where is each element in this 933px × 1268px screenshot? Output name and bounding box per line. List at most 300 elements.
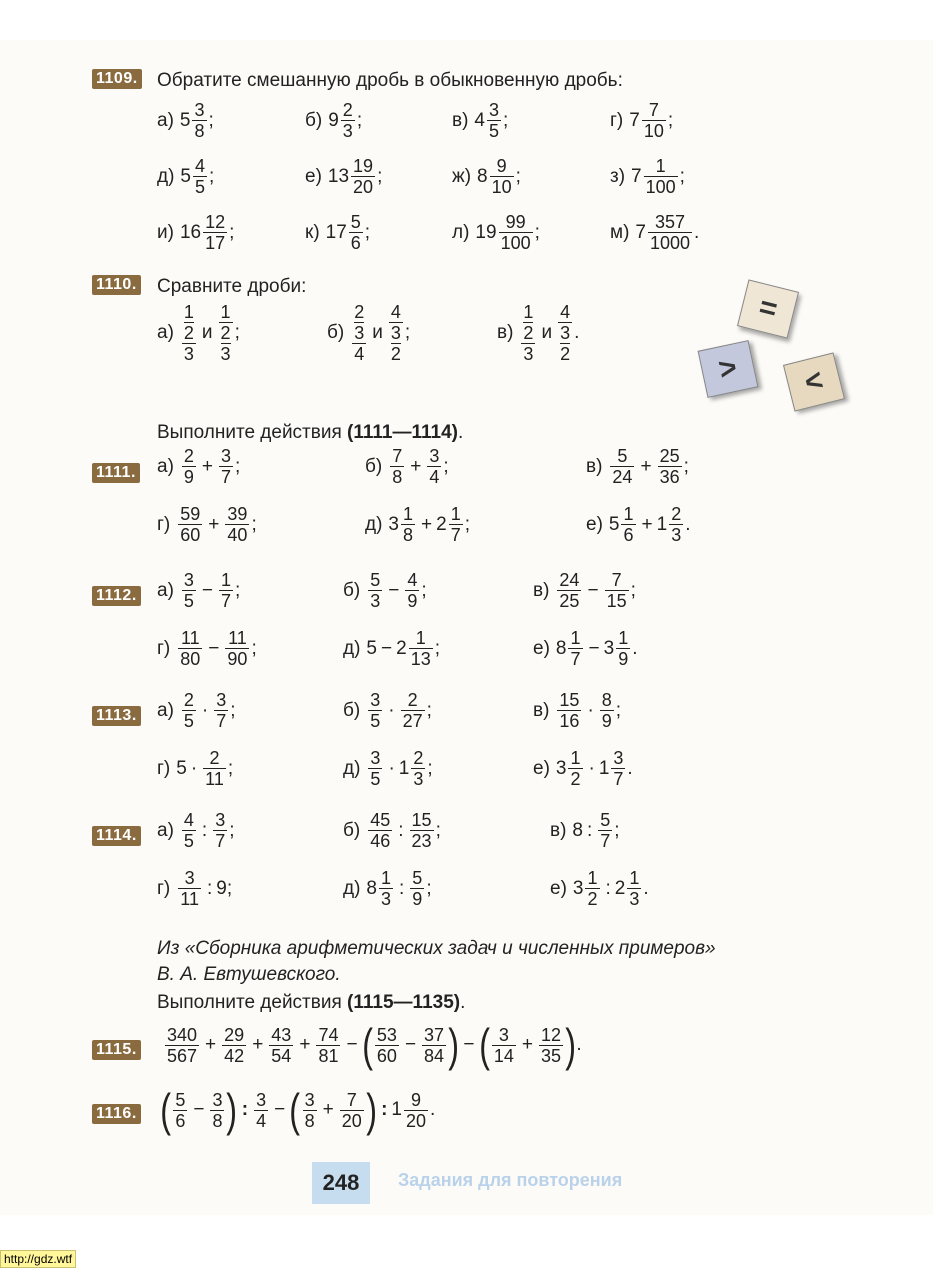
source-url[interactable]: http://gdz.wtf xyxy=(0,1250,76,1268)
item-label: з) xyxy=(610,165,626,187)
denominator: 6 xyxy=(350,233,361,253)
item-label: в) xyxy=(533,699,550,721)
item-label: б) xyxy=(343,579,361,601)
numerator: 2 xyxy=(183,690,194,710)
item-label: б) xyxy=(365,455,383,477)
item-label: д) xyxy=(343,757,361,779)
item-label: е) xyxy=(533,757,550,779)
numerator: 2 xyxy=(209,748,220,768)
denominator: 5 xyxy=(183,831,194,851)
numerator: 1 xyxy=(450,504,461,524)
and-word: и xyxy=(201,322,213,343)
compound-fraction: 1 2 3 xyxy=(220,302,231,364)
whole-part: 5 xyxy=(180,165,191,187)
numerator: 3 xyxy=(370,690,381,710)
and-word: и xyxy=(541,322,553,343)
fraction xyxy=(193,156,207,197)
whole-part: 8 xyxy=(572,819,583,841)
denominator: 7 xyxy=(221,591,232,611)
denominator: 16 xyxy=(559,711,580,731)
item-label: в) xyxy=(533,579,550,601)
operator: · xyxy=(588,757,595,779)
numerator: 4 xyxy=(183,810,194,830)
punct: ; xyxy=(615,699,622,721)
mixed-number-item xyxy=(305,156,382,197)
whole-part: 4 xyxy=(474,109,485,131)
mixed-number-item xyxy=(157,212,234,253)
numerator: 19 xyxy=(353,156,374,176)
fraction xyxy=(182,570,196,611)
item-label: ж) xyxy=(452,165,472,187)
numerator: 5 xyxy=(412,868,423,888)
denominator: 7 xyxy=(570,649,581,669)
punct: ; xyxy=(230,699,236,721)
expression-item xyxy=(157,690,236,731)
task-number-1110: 1110. xyxy=(92,275,141,295)
denominator: 8 xyxy=(392,467,403,487)
section-title: Задания для повторения xyxy=(398,1170,623,1190)
numerator: 24 xyxy=(559,570,580,590)
expression-item xyxy=(533,628,637,669)
denominator: 24 xyxy=(612,467,633,487)
punct: ; xyxy=(427,757,433,779)
item-label: д) xyxy=(157,165,175,187)
whole-part: 5 xyxy=(366,637,377,659)
numerator: 8 xyxy=(601,690,612,710)
denominator: 9 xyxy=(412,889,423,909)
denominator: 7 xyxy=(600,831,611,851)
expression-item xyxy=(533,690,621,731)
mixed-number-item xyxy=(305,212,370,253)
fraction xyxy=(405,570,419,611)
punct: ; xyxy=(443,455,449,477)
numerator: 3 xyxy=(370,748,381,768)
expression-item xyxy=(157,868,232,909)
denominator: 5 xyxy=(195,177,206,197)
whole-part: 2 xyxy=(614,877,626,899)
operator: + xyxy=(208,513,220,535)
operator: : xyxy=(399,877,405,899)
fraction xyxy=(658,446,682,487)
punct: ; xyxy=(435,819,441,841)
fraction xyxy=(499,212,533,253)
denominator: 3 xyxy=(671,525,682,545)
numerator: 4 xyxy=(195,156,206,176)
item-label: а) xyxy=(157,322,174,343)
operator: · xyxy=(587,699,594,721)
numerator: 3 xyxy=(183,570,194,590)
whole-part: 1 xyxy=(656,513,668,535)
denominator: 90 xyxy=(227,649,248,669)
fraction xyxy=(219,570,233,611)
denominator: 36 xyxy=(659,467,680,487)
punct: ; xyxy=(630,579,636,601)
item-label: а) xyxy=(157,455,174,477)
fraction xyxy=(368,690,382,731)
numerator: 2 xyxy=(342,100,353,120)
item-label: е) xyxy=(305,165,322,187)
fraction xyxy=(213,810,227,851)
fraction xyxy=(368,570,382,611)
punct: ; xyxy=(404,322,411,343)
fraction xyxy=(642,100,666,141)
operator: : xyxy=(398,819,404,841)
instruction-range: (1115—1135) xyxy=(347,992,461,1013)
item-label: г) xyxy=(157,513,171,535)
fraction xyxy=(203,748,226,789)
punct: . xyxy=(574,322,580,343)
numerator: 9 xyxy=(496,156,507,176)
task-number: 1111. xyxy=(92,463,140,483)
compound-fraction: 4 3 2 xyxy=(560,302,571,364)
fraction xyxy=(411,748,425,789)
denominator: 11 xyxy=(180,889,199,909)
numerator: 1 xyxy=(618,628,629,648)
punct: ; xyxy=(251,637,257,659)
operator: · xyxy=(388,757,395,779)
numerator: 2 xyxy=(671,504,682,524)
instruction-text: Выполните действия xyxy=(157,422,342,443)
expression-item xyxy=(533,748,633,789)
item-label: к) xyxy=(305,221,320,243)
item-label: в) xyxy=(452,109,469,131)
item-label: б) xyxy=(343,819,361,841)
less-card: < xyxy=(783,352,845,411)
fraction xyxy=(644,156,678,197)
task-1110-b xyxy=(327,302,410,364)
item-label: е) xyxy=(586,513,603,535)
punct: ; xyxy=(235,579,241,601)
item-label: в) xyxy=(550,819,567,841)
operator: + xyxy=(421,513,433,535)
operator: − xyxy=(388,579,400,601)
fraction xyxy=(351,156,375,197)
denominator: 100 xyxy=(500,233,531,253)
denominator: 9 xyxy=(618,649,629,669)
fraction xyxy=(621,504,635,545)
fraction xyxy=(600,690,614,731)
fraction xyxy=(214,690,228,731)
fraction xyxy=(557,690,581,731)
denominator: 3 xyxy=(629,889,640,909)
numerator: 11 xyxy=(228,628,247,648)
operator: · xyxy=(190,757,198,779)
fraction xyxy=(410,868,424,909)
punct: ; xyxy=(614,819,620,841)
fraction xyxy=(341,100,355,141)
denominator: 5 xyxy=(370,711,381,731)
numerator: 39 xyxy=(227,504,248,524)
task-number: 1112. xyxy=(92,586,141,606)
operator: : xyxy=(587,819,593,841)
mixed-number-item xyxy=(610,156,685,197)
fraction xyxy=(410,810,434,851)
denominator: 3 xyxy=(342,121,353,141)
fraction xyxy=(368,810,392,851)
punct: . xyxy=(460,992,466,1013)
item-label: а) xyxy=(157,109,174,131)
denominator: 3 xyxy=(413,769,424,789)
numerator: 1 xyxy=(403,504,414,524)
punct: ; xyxy=(464,513,470,535)
operator: · xyxy=(201,699,209,721)
denominator: 5 xyxy=(183,711,194,731)
task-1110-a xyxy=(157,302,240,364)
item-label: а) xyxy=(157,819,174,841)
fraction xyxy=(182,446,196,487)
operator: : xyxy=(206,877,213,899)
fraction xyxy=(648,212,692,253)
whole-part: 9 xyxy=(328,109,339,131)
mixed-number-item xyxy=(157,100,214,141)
punct: ; xyxy=(235,455,241,477)
numerator: 5 xyxy=(370,570,381,590)
expression-item xyxy=(550,810,620,851)
denominator: 4 xyxy=(429,467,440,487)
denominator: 9 xyxy=(407,591,418,611)
denominator: 23 xyxy=(411,831,432,851)
punct: ; xyxy=(251,513,257,535)
denominator: 7 xyxy=(221,467,232,487)
expression-item xyxy=(157,570,240,611)
numerator: 5 xyxy=(350,212,361,232)
expression-item xyxy=(157,628,257,669)
fraction xyxy=(610,446,634,487)
fraction xyxy=(203,212,227,253)
item-label: и) xyxy=(157,221,174,243)
numerator: 7 xyxy=(648,100,659,120)
fraction xyxy=(611,748,625,789)
operator: − xyxy=(381,637,393,659)
item-label: а) xyxy=(157,579,174,601)
greater-card: > xyxy=(698,340,759,398)
punct: . xyxy=(458,422,464,443)
whole-part: 13 xyxy=(327,165,350,187)
numerator: 357 xyxy=(654,212,686,232)
denominator: 13 xyxy=(410,649,431,669)
item-label: в) xyxy=(586,455,603,477)
operator: : xyxy=(605,877,611,899)
denominator: 7 xyxy=(215,831,226,851)
numerator: 3 xyxy=(184,868,195,888)
denominator: 11 xyxy=(205,769,224,789)
numerator: 5 xyxy=(600,810,611,830)
numerator: 99 xyxy=(505,212,526,232)
fraction xyxy=(368,748,382,789)
compound-fraction: 2 3 4 xyxy=(354,302,365,364)
expression-item xyxy=(157,748,233,789)
denominator: 3 xyxy=(370,591,381,611)
expression-item xyxy=(533,570,636,611)
denominator: 7 xyxy=(216,711,227,731)
punct: ; xyxy=(209,165,215,187)
page-number: 248 xyxy=(312,1162,370,1204)
denominator: 1000 xyxy=(649,233,691,253)
item-label: г) xyxy=(610,109,624,131)
punct: ; xyxy=(208,109,214,131)
numerator: 1 xyxy=(570,748,581,768)
punct: ; xyxy=(667,109,674,131)
punct: ; xyxy=(421,579,427,601)
expression-item xyxy=(586,504,690,545)
punct: . xyxy=(685,513,691,535)
punct: ; xyxy=(426,877,432,899)
fraction xyxy=(401,690,425,731)
whole-part: 5 xyxy=(176,757,187,779)
punct: ; xyxy=(234,322,240,343)
instruction-range: (1111—1114) xyxy=(347,422,458,443)
denominator: 9 xyxy=(183,467,194,487)
denominator: 10 xyxy=(643,121,664,141)
punct: ; xyxy=(679,165,685,187)
numerator: 1 xyxy=(629,868,640,888)
numerator: 1 xyxy=(415,628,426,648)
task-1115-expression: $\frac{340}{567}$ + $\frac{29}{42}$ + $\frac{43}{54}$ + $\frac{74}{81}$ − ( $\frac{53}{60}$ − $\frac{37}{84}$ ) − ( $\frac{3}{14}$ + $\frac{12}{35}$ ) . xyxy=(167,1019,582,1071)
expression-item xyxy=(343,868,432,909)
fraction xyxy=(225,628,249,669)
denominator: 5 xyxy=(183,591,194,611)
source-line-1: Из «Сборника арифметических задач и численных примеров» xyxy=(157,938,716,959)
whole-part: 3 xyxy=(388,513,399,535)
numerator: 3 xyxy=(489,100,500,120)
expression-item xyxy=(365,504,470,545)
fraction xyxy=(568,628,582,669)
and-word: и xyxy=(372,322,383,343)
denominator: 8 xyxy=(403,525,414,545)
expression-item xyxy=(343,570,427,611)
denominator: 7 xyxy=(450,525,461,545)
operator: + xyxy=(641,513,653,535)
item-label: д) xyxy=(343,637,361,659)
denominator: 100 xyxy=(645,177,676,197)
numerator: 59 xyxy=(180,504,201,524)
punct: ; xyxy=(364,221,371,243)
denominator: 20 xyxy=(353,177,374,197)
punct: ; xyxy=(377,165,383,187)
numerator: 3 xyxy=(194,100,205,120)
mixed-number-item xyxy=(452,212,540,253)
denominator: 80 xyxy=(180,649,201,669)
punct: ; xyxy=(227,757,234,779)
expression-item xyxy=(343,748,433,789)
numerator: 25 xyxy=(659,446,680,466)
numerator: 3 xyxy=(216,690,227,710)
compound-fraction: 4 3 2 xyxy=(390,302,401,364)
fraction xyxy=(557,570,581,611)
fraction xyxy=(605,570,629,611)
task-number-1115: 1115. xyxy=(92,1040,141,1060)
whole-part: 7 xyxy=(635,221,646,243)
fraction xyxy=(182,810,196,851)
numerator: 45 xyxy=(370,810,391,830)
punct: ; xyxy=(683,455,689,477)
fraction xyxy=(219,446,233,487)
instruction-heading-1 xyxy=(157,422,463,444)
operator: − xyxy=(201,579,214,601)
operator: + xyxy=(201,455,214,477)
punct: ; xyxy=(356,109,363,131)
fraction xyxy=(178,504,202,545)
punct: ; xyxy=(503,109,509,131)
whole-part: 8 xyxy=(477,165,488,187)
fraction xyxy=(225,504,249,545)
denominator: 17 xyxy=(205,233,226,253)
punct: ; xyxy=(426,699,432,721)
whole-part: 3 xyxy=(603,637,615,659)
whole-part: 3 xyxy=(555,757,567,779)
numerator: 1 xyxy=(655,156,666,176)
task-number-1109: 1109. xyxy=(92,69,142,89)
item-label: б) xyxy=(343,699,361,721)
punct: . xyxy=(643,877,649,899)
fraction xyxy=(178,628,202,669)
punct: . xyxy=(627,757,633,779)
source-note xyxy=(157,936,716,988)
numerator: 1 xyxy=(381,868,392,888)
expression-item xyxy=(157,504,257,545)
denominator: 7 xyxy=(613,769,624,789)
fraction xyxy=(192,100,206,141)
instruction-text: Выполните действия xyxy=(157,992,342,1013)
denominator: 3 xyxy=(381,889,392,909)
denominator: 27 xyxy=(402,711,423,731)
task-1110-c xyxy=(497,302,579,364)
numerator: 5 xyxy=(617,446,628,466)
expression-item xyxy=(343,810,441,851)
denominator: 25 xyxy=(559,591,580,611)
denominator: 10 xyxy=(491,177,512,197)
fraction xyxy=(487,100,501,141)
item-label: а) xyxy=(157,699,174,721)
punct: ; xyxy=(229,819,235,841)
expression-item xyxy=(343,690,432,731)
expression-item xyxy=(343,628,440,669)
numerator: 7 xyxy=(392,446,403,466)
numerator: 15 xyxy=(559,690,580,710)
item-label: д) xyxy=(365,513,383,535)
expression-item xyxy=(157,810,235,851)
whole-part: 1 xyxy=(398,757,410,779)
denominator: 40 xyxy=(227,525,248,545)
item-label: б) xyxy=(305,109,323,131)
punct: ; xyxy=(229,221,235,243)
task-number-1116: 1116. xyxy=(92,1104,141,1124)
whole-part: 9 xyxy=(216,877,227,899)
numerator: 7 xyxy=(611,570,622,590)
whole-part: 8 xyxy=(555,637,567,659)
fraction xyxy=(669,504,683,545)
denominator: 2 xyxy=(587,889,598,909)
item-label: г) xyxy=(157,757,171,779)
numerator: 3 xyxy=(221,446,232,466)
expression-item xyxy=(550,868,649,909)
item-label: л) xyxy=(452,221,470,243)
numerator: 1 xyxy=(221,570,232,590)
whole-part: 7 xyxy=(631,165,642,187)
fraction xyxy=(182,690,196,731)
denominator: 46 xyxy=(370,831,391,851)
fraction xyxy=(585,868,599,909)
expression-item xyxy=(157,446,240,487)
item-label: г) xyxy=(157,637,171,659)
fraction xyxy=(401,504,415,545)
fraction xyxy=(409,628,433,669)
punct: ; xyxy=(226,877,233,899)
whole-part: 1 xyxy=(598,757,610,779)
instruction-heading-2 xyxy=(157,992,465,1014)
fraction xyxy=(390,446,404,487)
denominator: 15 xyxy=(606,591,627,611)
